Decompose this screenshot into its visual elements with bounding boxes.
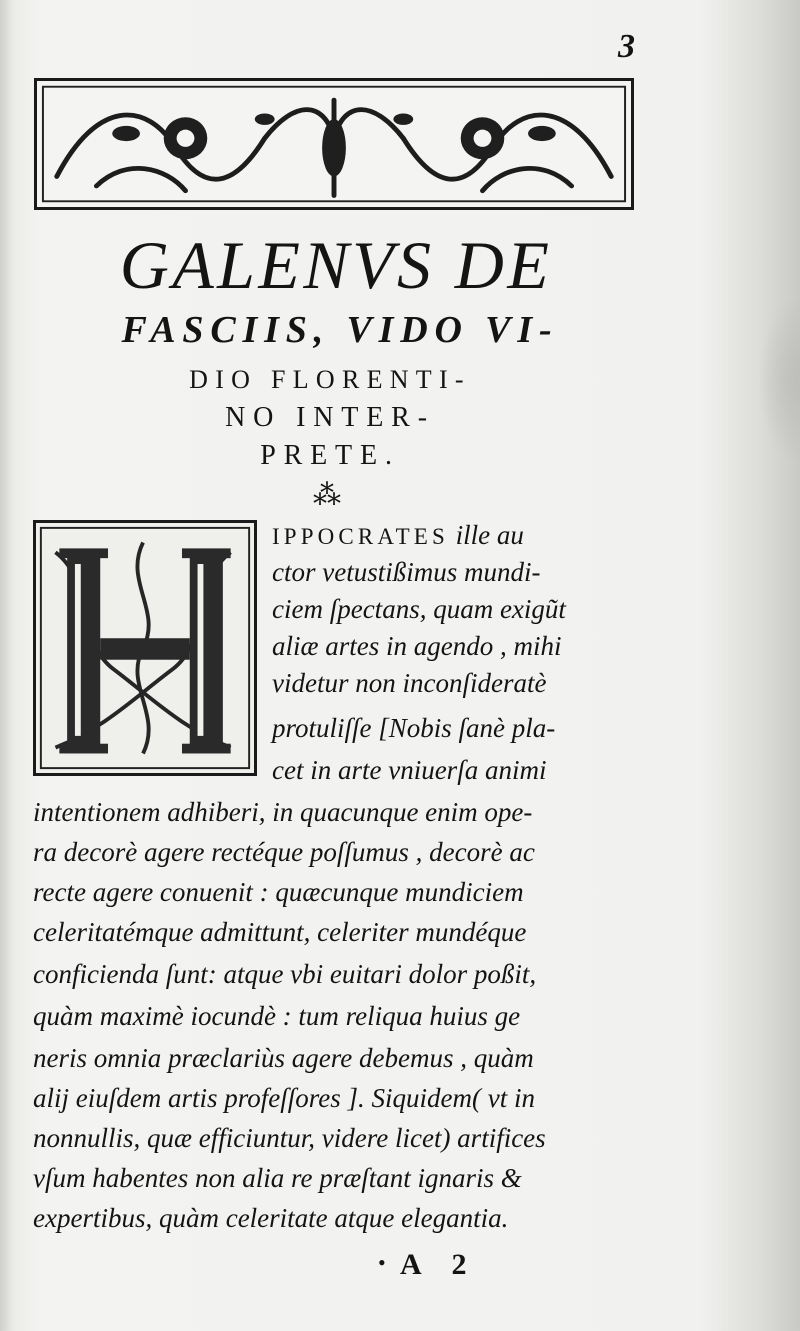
title-line-3: DIO FLORENTI- bbox=[189, 365, 471, 394]
page-number: 3 bbox=[618, 28, 635, 65]
title-line-2: FASCIIS, VIDO VI- bbox=[121, 309, 559, 351]
text-line-14: neris omnia præclariùs agere debemus , quàm bbox=[33, 1043, 534, 1073]
decorated-initial-H bbox=[33, 520, 257, 776]
text-line-3: ciem ſpectans, quam exigũt bbox=[272, 594, 566, 624]
ornamental-headpiece bbox=[34, 78, 634, 210]
title-line-1: GALENVS DE bbox=[119, 227, 553, 303]
text-line-5: videtur non inconſideratè bbox=[272, 668, 547, 698]
text-line-7: cet in arte vniuerſa animi bbox=[272, 755, 547, 785]
text-line-8: intentionem adhiberi, in quacunque enim ope- bbox=[33, 797, 533, 827]
title-line-5: PRETE. bbox=[260, 440, 400, 471]
text-line-11: celeritatémque admittunt, celeriter mundéque bbox=[33, 917, 527, 947]
text-line-16: nonnullis, quæ efficiuntur, videre licet) artifices bbox=[33, 1123, 546, 1153]
text-line-17: vſum habentes non alia re præſtant ignaris & bbox=[33, 1163, 522, 1193]
text-line-12: conficienda ſunt: atque vbi euitari dolor poßit, bbox=[33, 959, 537, 989]
text-line-18: expertibus, quàm celeritate atque elegantia. bbox=[33, 1203, 509, 1233]
text-line-2: ctor vetustißimus mundi- bbox=[272, 557, 541, 587]
text-line-6: protuliſſe [Nobis ſanè pla- bbox=[272, 713, 556, 743]
first-word-caps: IPPOCRATES bbox=[272, 524, 449, 549]
title-line-4: NO INTER- bbox=[225, 402, 435, 433]
text-line-15: alij eiuſdem artis profeſſores ]. Siquidem( vt in bbox=[33, 1083, 535, 1113]
text-line-4: aliæ artes in agendo , mihi bbox=[272, 631, 562, 661]
text-line-13: quàm maximè iocundè : tum reliqua huius ge bbox=[33, 1001, 521, 1031]
ornament-star: ⁂ bbox=[313, 480, 341, 511]
text-line-1 bbox=[272, 520, 524, 551]
signature-dot: • bbox=[378, 1250, 386, 1275]
text-line-9: ra decorè agere rectéque poſſumus , decorè ac bbox=[33, 837, 535, 867]
page-edge-shadow bbox=[760, 300, 800, 460]
signature-mark: A 2 bbox=[400, 1248, 479, 1281]
text-line-10: recte agere conuenit : quæcunque mundiciem bbox=[33, 877, 524, 907]
first-line-rest: ille au bbox=[448, 520, 524, 550]
